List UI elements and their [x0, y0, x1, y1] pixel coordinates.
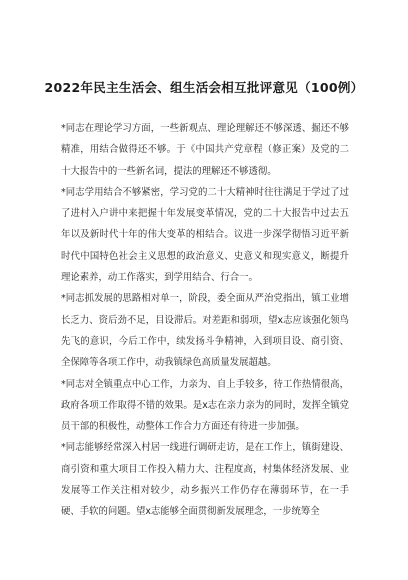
paragraph: *同志能够经常深入村居一线进行调研走访，是在工作上，镇街建设、商引资和重大项目工作投入精力大、注程度高，村集体经济发展、业发展等工作关注相对较少，动乡振兴工作仍存在薄弱环节，在一手硬、手软的问题。望x志能够全面贯彻新发展理念，一步统筹全: [61, 442, 349, 518]
paragraph: *同志在理论学习方面，一些新观点、理论理解还不够深透、掘还不够精准，用结合做得还不够。于《中国共产党章程（修正案）及党的二十大报告中的一些新名词，提法的理解还不够透彻。: [61, 123, 349, 177]
paragraph: *同志抓发展的思路相对单一，阶段，委全面从严治党指出，镇工业增长乏力、资后劲不足，目设滞后。对差距和弱项，望x志应该强化领鸟先飞的意识，今后工作中，续发扬斗争精神，入到项目设、商引资、全保障等各项工作中，动我镇绿色高质量发展超越。: [61, 293, 349, 369]
paragraph: *同志对全镇重点中心工作，力亲为、自上手较多，待工作热情很高，政府各项工作取得不错的效果。是x志在亲力亲为的同时，发挥全镇党员干部的积极性，动整体工作合力方面还有待进一步加强。: [61, 378, 349, 433]
document-body: [61, 118, 349, 523]
paragraph: *同志学用结合不够紧密，学习党的二十大精神时往往满足于学过了过了进村入户讲中来把握十年发展变革情况，党的二十大报告中过去五年以及新时代十年的伟大变革的相结合。议进一步深学彻悟习近平新时代中国特色社会主义思想的政治意义、史意义和现实意义，断提升理论素养，动工作落实，到学用结合、行合一。: [61, 186, 349, 284]
document-title: 2022年民主生活会、组生活会相互批评意见（100例）: [44, 80, 364, 95]
